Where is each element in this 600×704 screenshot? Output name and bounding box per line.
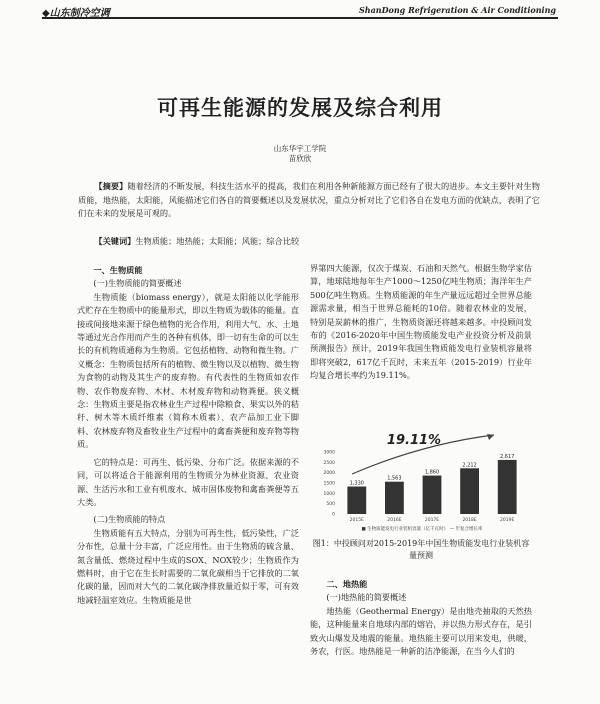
right-column-top xyxy=(310,262,532,383)
paragraph: 界第四大能源，仅次于煤炭、石油和天然气。根据生物学家估算，地球陆地每年生产1000～1250亿吨生物质；海洋年生产500亿吨生物质。生物质能源的年生产量远远超过全世界总能源需求量，相当于世界总能耗的10倍。随着农林业的发展，特别是炭薪林的推广，生物质资源还将越来越多。中投顾问发布的《2016-2020年中国生物质能发电产业投资分析及前景预测报告》预计，2019年我国生物质能发电行业装机容量将即将突破2，617亿千瓦时，未来五年（2015-2019）行业年均复合增长率约为19.11%。 xyxy=(310,263,532,381)
bar-2016E xyxy=(385,482,404,514)
author-organization: 山东华宇工学院 xyxy=(273,144,327,153)
y-tick-label: 500 xyxy=(326,502,335,508)
figure-caption: 图1：中投顾问对2015-2019年中国生物质能发电行业装机容量预测 xyxy=(312,539,530,560)
y-tick-label: 1500 xyxy=(323,481,335,487)
paragraph: 它的特点是：可再生、低污染、分布广泛。依据来源的不同，可以将适合于能源利用的生物质分为林业资源、农业资源、生活污水和工业有机废水、城市固体废物和禽畜粪便等五大类。 xyxy=(77,456,299,507)
bar-2018E xyxy=(460,468,479,514)
paragraph: 生物质能（biomass energy），就是太阳能以化学能形式贮存在生物质中的能量形式，即以生物质为载体的能量。直接或间接地来源于绿色植物的光合作用，利用大气、水、土地等通过光合作用而产生的各种有机体，即一切有生命的可以生长的有机物质通称为生物质。它包括植物、动物和微生物。广义概念：生物质包括所有的植物、微生物以及以植物、微生物为食物的动物及其生产的废弃物。有代表性的生物质如农作物、农作物废弃物、木材、木材废弃物和动物粪便。狭义概念：生物质主要是指农林业生产过程中除粮食、果实以外的秸秆、树木等木质纤维素（简称木质素）、农产品加工业下脚料、农林废弃物及畜牧业生产过程中的禽畜粪便和废弃物等物质。 xyxy=(77,291,299,450)
y-tick-label: 0 xyxy=(332,512,335,518)
author-name: 苗欣欣 xyxy=(288,154,312,163)
section-heading: 一、生物质能 xyxy=(93,265,143,275)
bar-2015E xyxy=(347,487,366,514)
section-heading: 二、地热能 xyxy=(326,579,368,589)
keywords-text: 生物质能；地热能；太阳能；风能；综合比较 xyxy=(135,236,300,246)
abstract-label: 【摘要】 xyxy=(94,181,128,191)
keywords-label: 【关键词】 xyxy=(94,236,136,246)
subsection-heading: (一)生物质能的简要概述 xyxy=(93,278,182,289)
y-tick-label: 2000 xyxy=(323,471,335,477)
abstract xyxy=(78,180,540,221)
y-tick-label: 3000 xyxy=(323,450,335,456)
bar-2017E xyxy=(423,476,442,514)
x-tick-label: 2018E xyxy=(462,518,477,523)
paragraph: 生物质能有五大特点，分别为可再生性，低污染性，广泛分布性，总量十分丰富，广泛应用性。由于生物质的硫含量、氮含量低、燃烧过程中生成的SOX、NOX较少；生物质作为燃料时，由于它在生长时需要的二氧化碳相当于它排放的二氧化碳的量，因而对大气的二氧化碳净排放量近似于零，可有效地减轻温室效应。生物质能是世 xyxy=(77,527,299,605)
journal-name-en: ShanDong Refrigeration & Air Conditioning xyxy=(359,5,556,15)
x-tick-label: 2019E xyxy=(500,518,515,523)
bar-2019E xyxy=(498,460,517,514)
bar-value-label: 2,617 xyxy=(500,453,515,460)
left-column xyxy=(77,262,299,607)
bar-value-label: 1,330 xyxy=(349,480,364,487)
y-tick-label: 1000 xyxy=(323,491,335,497)
x-tick-label: 2017E xyxy=(424,518,440,523)
abstract-text: 随着经济的不断发展，科技生活水平的提高，我们在利用各种新能源方面已经有了很大的进步。本文主要针对生物质能，地热能，太阳能，风能描述它们各自的简要概述以及发展状况，重点分析对比了它们各自在发电方面的优缺点，表明了它们在未来的发展是可观的。 xyxy=(78,181,540,218)
bar-value-label: 2,212 xyxy=(462,462,477,469)
bar-value-label: 1,563 xyxy=(387,475,402,482)
x-tick-label: 2016E xyxy=(387,518,402,523)
chart-legend: ■ 生物质能发电行业装机容量（亿千瓦时） — 年复合增长率 xyxy=(361,527,483,532)
growth-rate-annotation: 19.11% xyxy=(386,433,442,448)
affiliation xyxy=(0,144,600,164)
x-tick-label: 2015E xyxy=(349,518,364,523)
capacity-forecast-chart xyxy=(312,430,532,532)
bar-value-label: 1,860 xyxy=(424,469,440,476)
y-tick-label: 2500 xyxy=(323,460,335,466)
subsection-heading: (二)生物质能的特点 xyxy=(93,514,166,525)
arrow-head-icon xyxy=(487,434,494,440)
article-title: 可再生能源的发展及综合利用 xyxy=(157,96,443,120)
right-column-bottom xyxy=(310,556,532,658)
keywords xyxy=(78,235,540,248)
subsection-heading: (一)地热能的简要概述 xyxy=(326,592,407,603)
journal-name: ◆山东制冷空调 xyxy=(42,8,110,19)
header-rule xyxy=(42,17,558,19)
paragraph: 地热能（Geothermal Energy）是由地壳抽取的天然热能，这种能量来自地球内部的熔岩，并以热力形式存在，是引致火山爆发及地震的能量。地热能主要可以用来发电，供暖，务农，行医。地热能是一种新的洁净能源，在当今人们的 xyxy=(310,605,532,657)
